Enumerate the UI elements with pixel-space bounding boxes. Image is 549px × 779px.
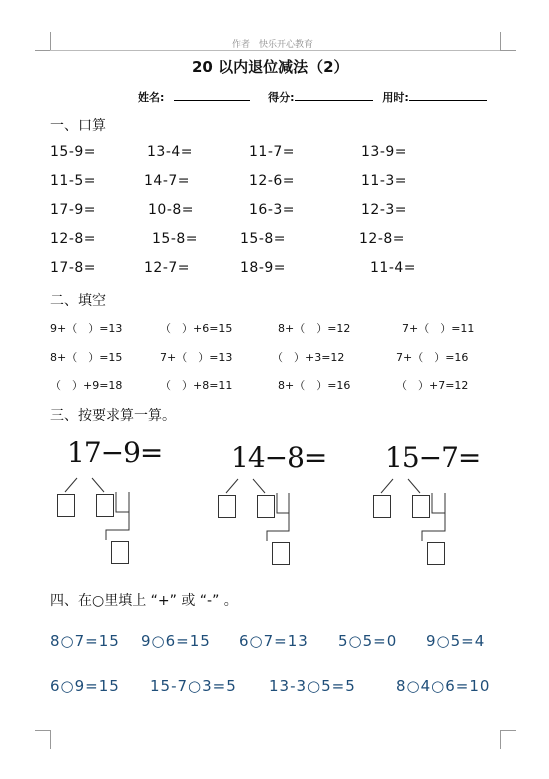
oral-problem[interactable]: 13-9= [361,144,408,160]
fill-problem[interactable]: 7+（ ）=16 [396,351,469,364]
oral-problem[interactable]: 10-8= [148,202,195,218]
oral-problem[interactable]: 14-7= [144,173,191,189]
name-label: 姓名: [138,91,165,104]
operator-problem[interactable]: 9○6=15 [141,632,211,650]
operator-problem[interactable]: 9○5=4 [426,632,486,650]
operator-problem[interactable]: 6○7=13 [239,632,309,650]
header-author: 作者 快乐开心教育 [232,40,314,50]
page-title: 20 以内退位减法（2） [192,58,349,76]
oral-problem[interactable]: 15-8= [152,231,199,247]
oral-problem[interactable]: 12-6= [249,173,296,189]
section1-heading: 一、口算 [50,118,106,134]
oral-problem[interactable]: 15-9= [50,144,97,160]
answer-box[interactable] [96,494,114,517]
oral-problem[interactable]: 13-4= [147,144,194,160]
operator-problem[interactable]: 5○5=0 [338,632,398,650]
section4-heading: 四、在○里填上 “+” 或 “-” 。 [50,593,238,609]
operator-problem[interactable]: 8○7=15 [50,632,120,650]
oral-problem[interactable]: 12-7= [144,260,191,276]
answer-box[interactable] [257,495,275,518]
decomposition-problem-3: 15−7= [385,441,481,474]
answer-box[interactable] [272,542,290,565]
section2-heading: 二、填空 [50,293,106,309]
oral-problem[interactable]: 11-3= [361,173,408,189]
oral-problem[interactable]: 11-7= [249,144,296,160]
oral-problem[interactable]: 11-4= [370,260,417,276]
oral-problem[interactable]: 12-3= [361,202,408,218]
oral-problem[interactable]: 18-9= [240,260,287,276]
fill-problem[interactable]: 8+（ ）=16 [278,379,351,392]
answer-box[interactable] [57,494,75,517]
answer-box[interactable] [412,495,430,518]
operator-problem[interactable]: 8○4○6=10 [396,677,491,695]
fill-problem[interactable]: （ ）+9=18 [50,379,123,392]
decomposition-problem-1: 17−9= [67,436,163,469]
operator-problem[interactable]: 15-7○3=5 [150,677,237,695]
oral-problem[interactable]: 16-3= [249,202,296,218]
oral-problem[interactable]: 17-8= [50,260,97,276]
section3-heading: 三、按要求算一算。 [50,408,176,424]
answer-box[interactable] [111,541,129,564]
oral-problem[interactable]: 11-5= [50,173,97,189]
oral-problem[interactable]: 12-8= [359,231,406,247]
oral-problem[interactable]: 15-8= [240,231,287,247]
fill-problem[interactable]: 8+（ ）=15 [50,351,123,364]
oral-problem[interactable]: 12-8= [50,231,97,247]
fill-problem[interactable]: 7+（ ）=13 [160,351,233,364]
answer-box[interactable] [373,495,391,518]
oral-problem[interactable]: 17-9= [50,202,97,218]
fill-problem[interactable]: （ ）+3=12 [272,351,345,364]
score-label: 得分: [268,91,295,104]
operator-problem[interactable]: 13-3○5=5 [269,677,356,695]
fill-problem[interactable]: （ ）+7=12 [396,379,469,392]
answer-box[interactable] [427,542,445,565]
time-label: 用时: [382,91,409,104]
fill-problem[interactable]: 8+（ ）=12 [278,322,351,335]
fill-problem[interactable]: （ ）+8=11 [160,379,233,392]
fill-problem[interactable]: （ ）+6=15 [160,322,233,335]
decomposition-problem-2: 14−8= [231,441,327,474]
answer-box[interactable] [218,495,236,518]
fill-problem[interactable]: 9+（ ）=13 [50,322,123,335]
fill-problem[interactable]: 7+（ ）=11 [402,322,475,335]
operator-problem[interactable]: 6○9=15 [50,677,120,695]
